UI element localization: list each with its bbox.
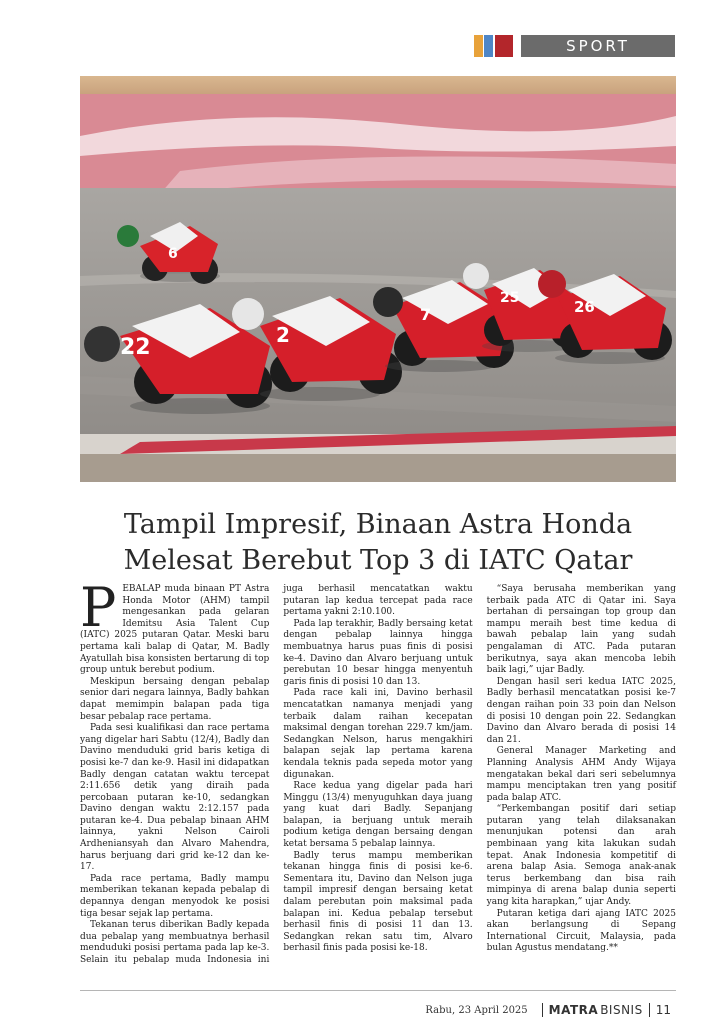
- paragraph: “Saya berusaha memberikan yang terbaik pada ATC di Qatar ini. Saya bertahan di persaingan top group dan mampu meraih best time kedua di bawah pebalap lain yang sudah pengalaman di ATC. Pada putaran berikutnya, saya akan mencoba lebih baik lagi,” ujar Badly.: [486, 584, 676, 676]
- paragraph: Pada race kali ini, Davino berhasil mencatatkan namanya menjadi yang terbaik dalam raihan kecepatan maksimal dengan torehan 229.7 km/jam. Sedangkan Nelson, harus mengakhiri balapan sejak lap pertama karena kendala teknis pada sepeda motor yang digunakan.: [283, 688, 473, 780]
- footer-separator: [542, 1003, 543, 1017]
- paragraph: Pada race pertama, Badly mampu memberikan tekanan kepada pebalap di depannya dengan menyodok ke posisi tiga besar sejak lap pertama.: [80, 873, 270, 919]
- race-illustration: [80, 76, 676, 482]
- paragraph: Tekanan terus diberikan Badly kepada dua pebalap yang membuatnya berhasil menduduki posisi pertama pada lap ke-3. Selain itu pebalap muda Indonesia ini juga berhasil mencatatkan waktu putaran lap kedua tercepat pada race pertama yakni 2:10.100.: [80, 584, 473, 965]
- rider-number: 6: [168, 246, 178, 262]
- headline-line-1: Tampil Impresif, Binaan Astra Honda: [123, 509, 633, 540]
- paragraph: Putaran ketiga dari ajang IATC 2025 akan berlangsung di Sepang International Circuit, Malaysia, pada bulan Agustus mendatang.**: [486, 908, 676, 954]
- paragraph: Badly terus mampu memberikan tekanan hingga finis di posisi ke-6. Sementara itu, Davino dan Nelson juga tampil impresif dengan bersaing ketat dalam perebutan poin maksimal pada balapan ini. Kedua pebalap tersebut berhasil finis di posisi 11 dan 13. Sedangkan rekan satu tim, Alvaro berhasil finis pada posisi ke-18.: [283, 850, 473, 954]
- race-photo: [80, 76, 676, 482]
- issue-date: Rabu, 23 April 2025: [425, 1004, 528, 1016]
- rider-number: 2: [276, 323, 290, 347]
- brand-light: BISNIS: [600, 1003, 643, 1017]
- gravel: [80, 454, 676, 482]
- background-sand: [80, 76, 676, 96]
- section-label: SPORT: [521, 35, 675, 57]
- footer-divider: [80, 990, 676, 991]
- brand-bold: MATRA: [548, 1003, 599, 1017]
- section-color-orange: [474, 35, 483, 57]
- paragraph: “Perkembangan positif dari setiap putaran yang telah dilaksanakan menunjukan potensi dan arah pembinaan yang kita lakukan sudah tepat. Anak Indonesia kompetitif di arena balap Asia. Semoga anak-anak terus berkembang dan bisa raih mimpinya di arena balap dunia seperti yang kita harapkan,” ujar Andy.: [486, 804, 676, 908]
- rider-number: 25: [500, 290, 520, 306]
- paragraph: Dengan hasil seri kedua IATC 2025, Badly berhasil mencatatkan posisi ke-7 dengan raihan poin 33 poin dan Nelson di posisi 10 dengan poin 22. Sedangkan Davino dan Alvaro berada di posisi 14 dan 21.: [486, 676, 676, 745]
- paragraph: PEBALAP muda binaan PT Astra Honda Motor (AHM) tampil mengesankan pada gelaran Idemitsu Asia Talent Cup (IATC) 2025 putaran Qatar. Meski baru pertama kali balap di Qatar, M. Badly Ayatullah bisa konsisten bertarung di top group untuk berebut podium.: [80, 576, 270, 676]
- footer-separator: [649, 1003, 650, 1017]
- paragraph: Meskipun bersaing dengan pebalap senior dari negara lainnya, Badly bahkan dapat memimpin balapan pada tiga besar pebalap race pertama.: [80, 676, 270, 722]
- paragraph: Pada lap terakhir, Badly bersaing ketat dengan pebalap lainnya hingga membuatnya harus puas finis di posisi ke-4. Davino dan Alvaro berjuang untuk perebutan 10 besar hingga menyentuh garis finis di posisi 10 dan 13.: [283, 618, 473, 687]
- paragraph: General Manager Marketing and Planning Analysis AHM Andy Wijaya mengatakan bekal dari seri sebelumnya mampu menciptakan tren yang positif pada balap ATC.: [486, 746, 676, 803]
- page-footer: [425, 1001, 671, 1019]
- section-color-red: [495, 35, 513, 57]
- rider-number: 26: [574, 298, 595, 316]
- article-body: [80, 576, 676, 984]
- drop-cap: P: [80, 576, 117, 639]
- article-headline: [80, 507, 676, 579]
- rider-number: 22: [120, 335, 151, 360]
- rider-number: 7: [420, 305, 432, 324]
- paragraph: Race kedua yang digelar pada hari Minggu (13/4) menyuguhkan daya juang yang kuat dari Badly. Sepanjang balapan, ia berjuang untuk meraih podium ketiga dengan bersaing dengan ketat bersama 5 pebalap lainnya.: [283, 781, 473, 850]
- paragraph: Pada sesi kualifikasi dan race pertama yang digelar hari Sabtu (12/4), Badly dan Davino menduduki grid baris ketiga di posisi ke-7 dan ke-9. Hasil ini didapatkan Badly dengan catatan waktu tercepat 2:11.656 detik yang diraih pada percobaan putaran ke-10, sedangkan Davino dengan waktu 2:12.157 pada putaran ke-4. Dua pebalap binaan AHM lainnya, yakni Nelson Cairoli Ardheniansyah dan Alvaro Mahendra, harus berjuang dari grid ke-12 dan ke-17.: [80, 723, 270, 873]
- page-number: 11: [655, 1003, 671, 1017]
- section-color-blue: [484, 35, 493, 57]
- headline-line-2: Melesat Berebut Top 3 di IATC Qatar: [123, 545, 633, 576]
